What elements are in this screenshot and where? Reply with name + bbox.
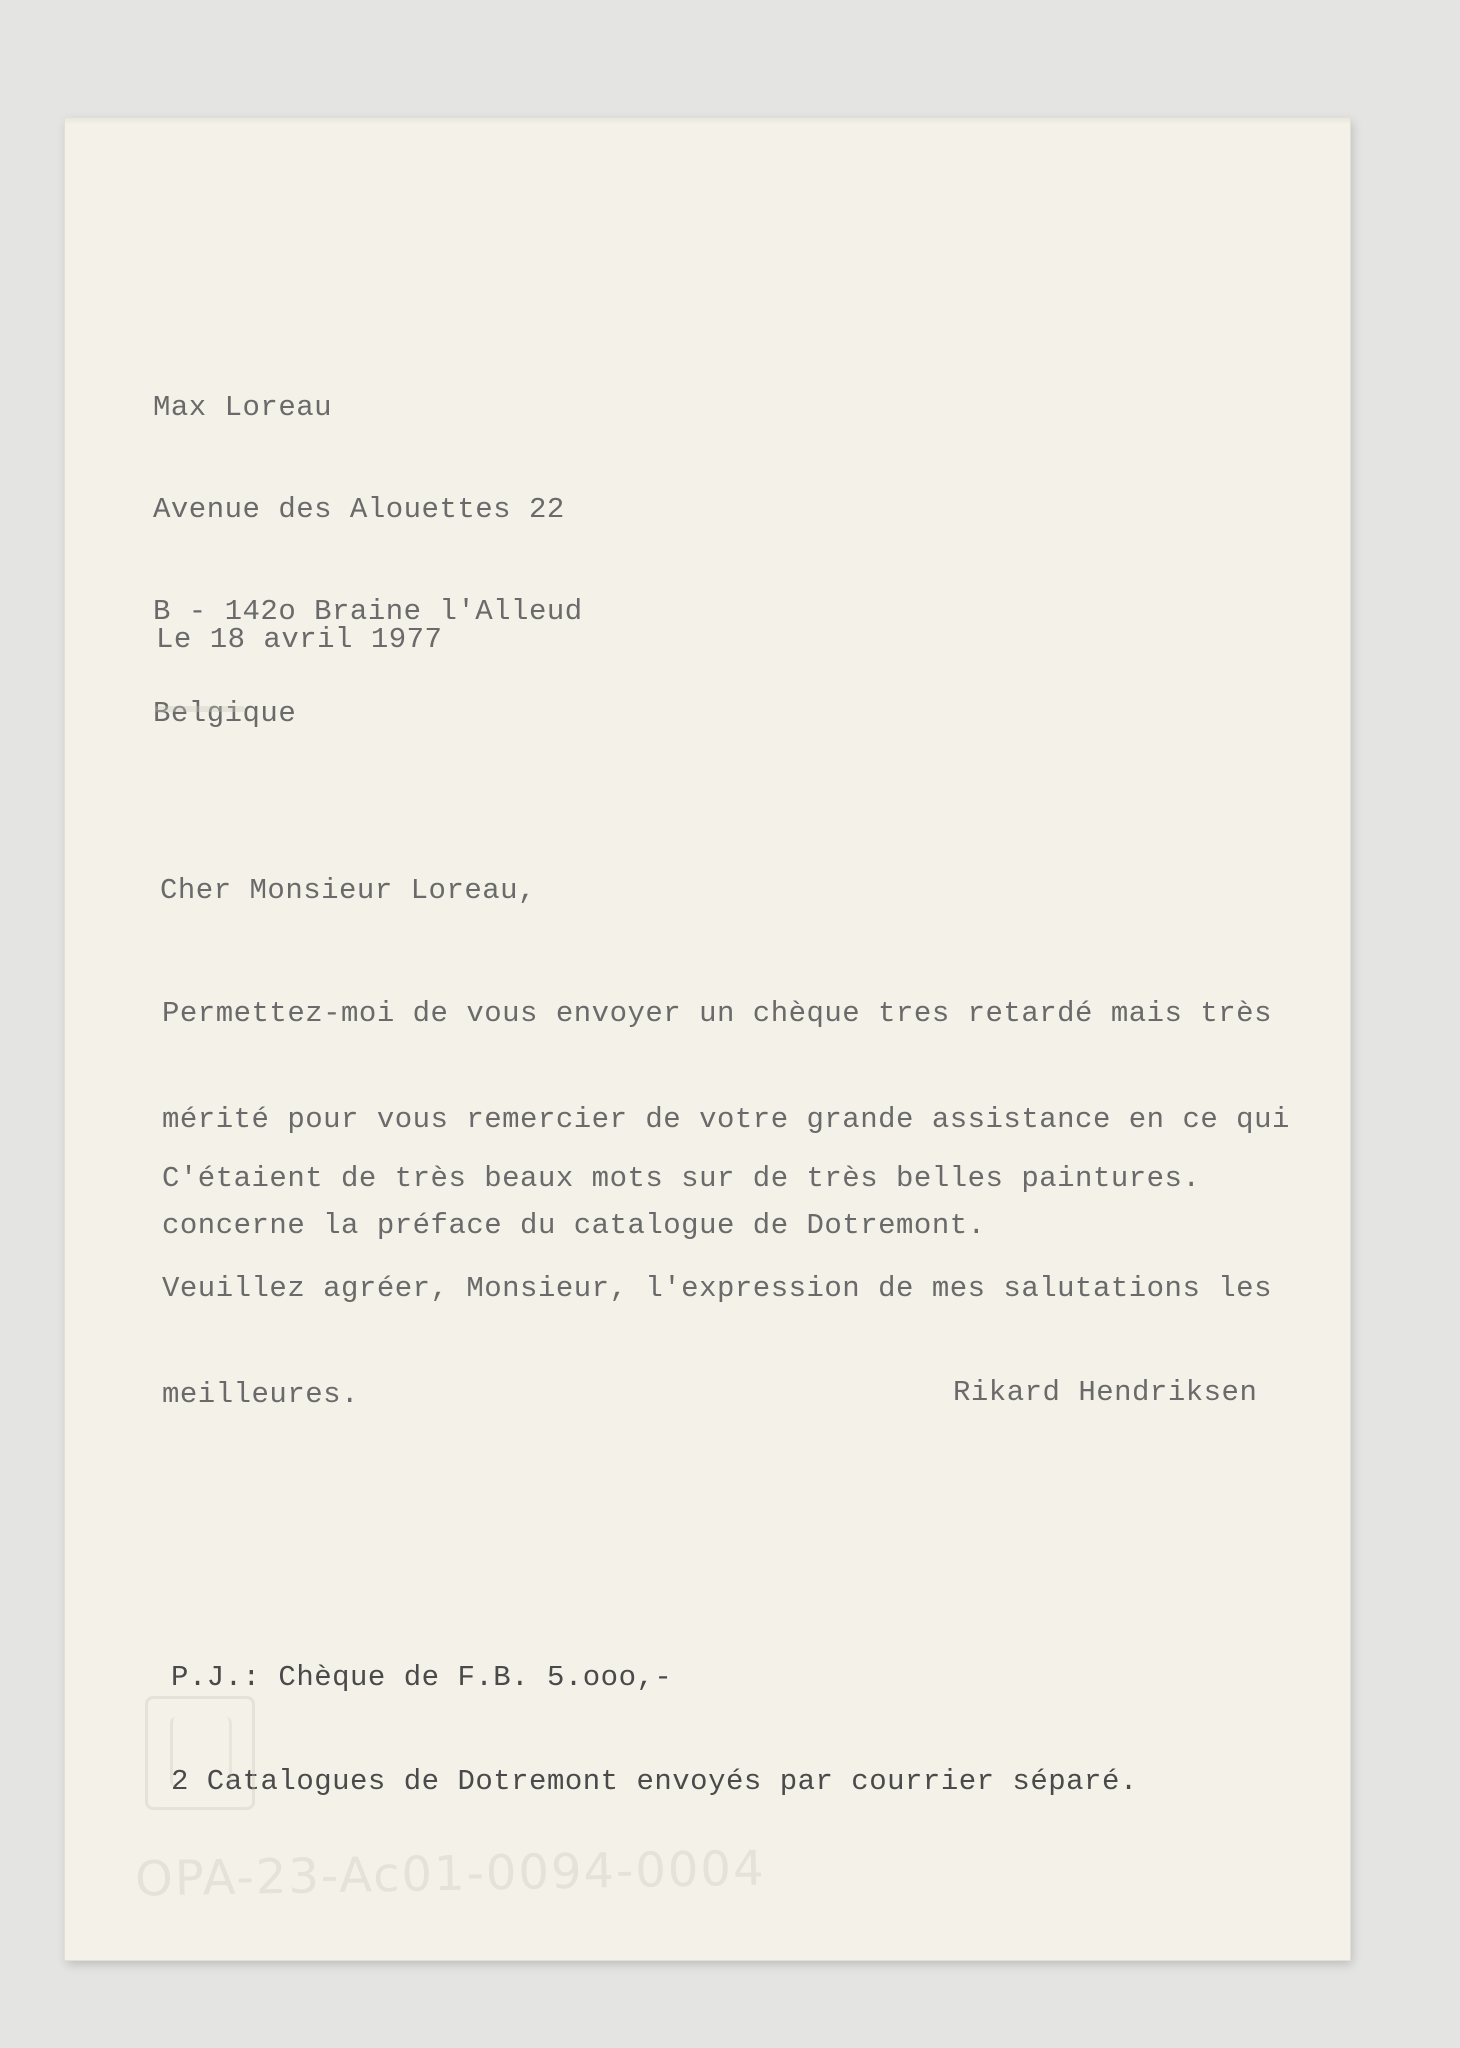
archive-stamp-letter-icon [170,1717,232,1787]
letter-date: Le 18 avril 1977 [156,623,443,656]
letter-greeting: Cher Monsieur Loreau, [160,874,536,907]
paper-top-edge [65,118,1350,124]
paper-smudge [155,706,245,712]
paragraph-line: meilleures. [162,1378,359,1411]
recipient-country: Belgique [153,697,297,730]
paragraph-line: concerne la préface du catalogue de Dotremont. [162,1209,986,1242]
recipient-address [153,324,583,798]
recipient-street: Avenue des Alouettes 22 [153,493,565,526]
recipient-city: B - 142o Braine l'Alleud [153,595,583,628]
paragraph-line: Permettez-moi de vous envoyer un chèque tres retardé mais très [162,997,1272,1030]
enclosures [171,1593,1138,1867]
letter-paragraph-3 [162,1203,1272,1481]
paragraph-line: mérité pour vous remercier de votre grande assistance en ce qui [162,1103,1290,1136]
letter-sheet [65,118,1350,1960]
archive-stamp-icon [145,1696,255,1810]
letter-signature: Rikard Hendriksen [953,1376,1258,1409]
inventory-number: OPA-23-Ac01-0094-0004 [134,1840,766,1908]
paragraph-line: Veuillez agréer, Monsieur, l'expression de mes salutations les [162,1272,1272,1305]
enclosure-line: P.J.: Chèque de F.B. 5.ooo,- [171,1661,673,1694]
enclosure-line: 2 Catalogues de Dotremont envoyés par courrier séparé. [171,1765,1138,1798]
paragraph-line: C'étaient de très beaux mots sur de très belles paintures. [162,1162,1201,1195]
recipient-name: Max Loreau [153,391,333,424]
